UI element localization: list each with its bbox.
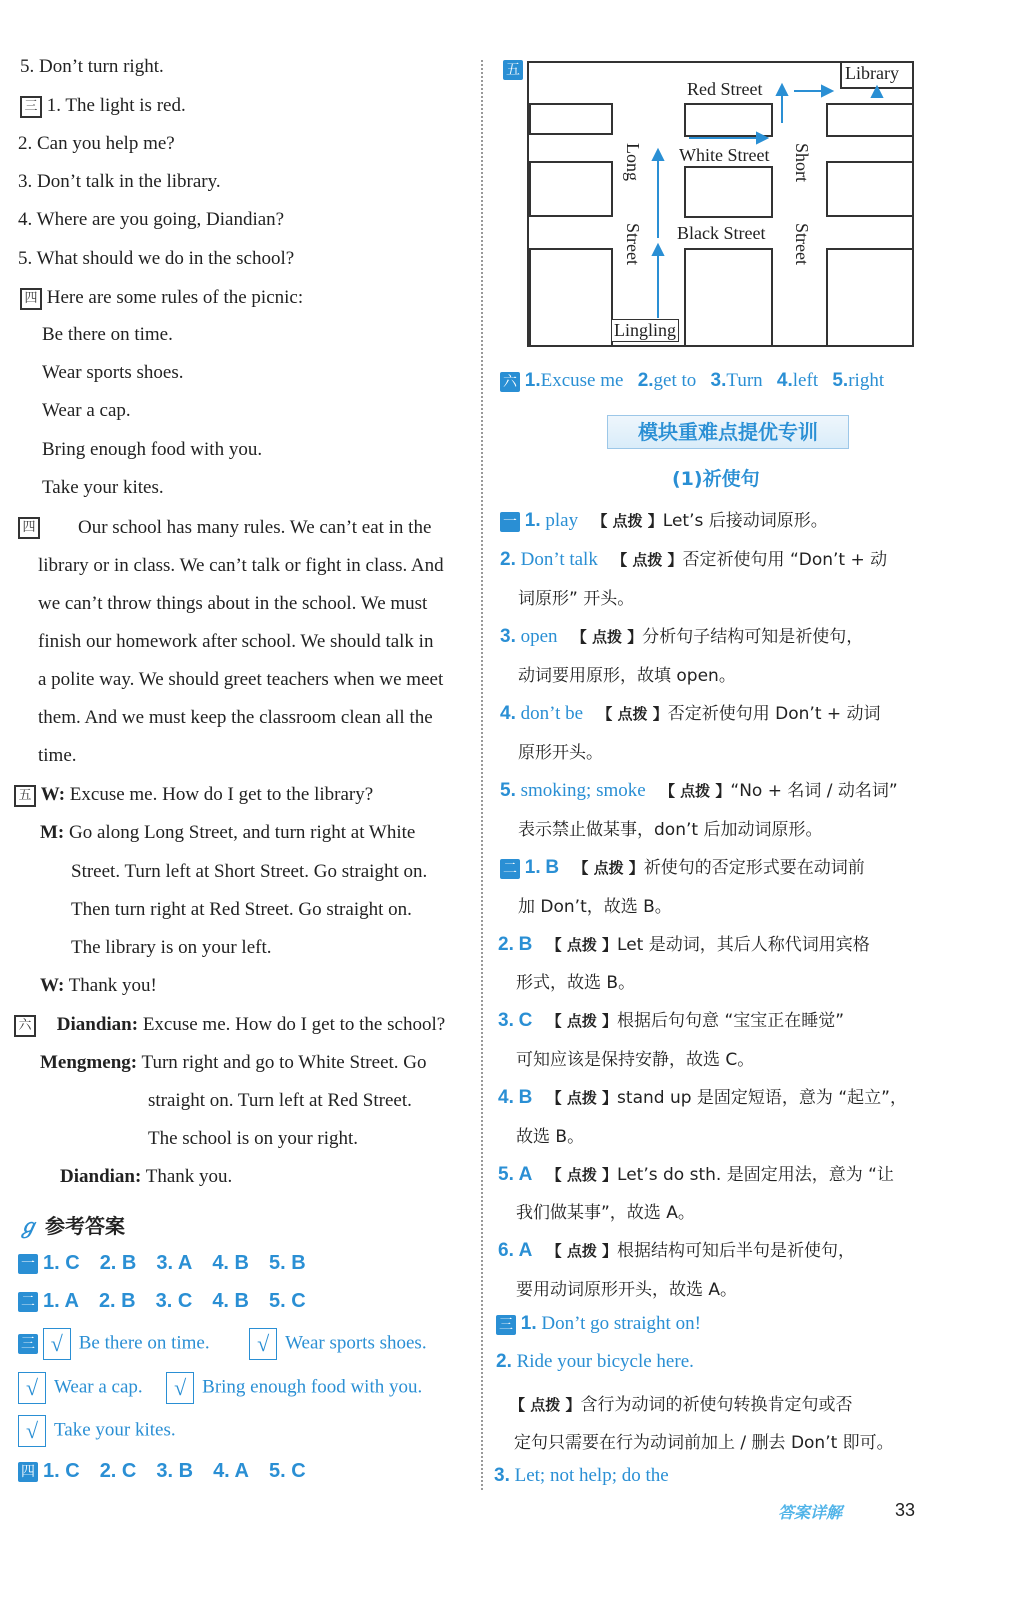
section-san [20,95,186,118]
answer-line: 2. Can you help me? [18,133,175,154]
red-street-label: Red Street [687,79,763,99]
answer: 1. C [43,1252,80,1274]
ref-row [18,1290,306,1313]
section-badge: 二 [18,1292,38,1312]
answer: Don’t go straight on! [541,1313,701,1334]
section-badge: 一 [500,512,520,532]
answer: A [518,1164,533,1185]
speaker: Mengmeng: [40,1052,138,1073]
explain-line: 2. B 【 点拨 】Let 是动词，其后人称代词用宾格 [498,934,870,955]
section-title: 模块重难点提优专训 [607,415,849,449]
answer-line: 5. Don’t turn right. [20,56,164,77]
tip-tag: 【 点拨 】 [597,705,668,723]
column-divider [481,60,483,1490]
ref-icon: ℊ [18,1214,38,1238]
explain-line: 5. A 【 点拨 】Let’s do sth. 是固定用法，意为 “让 [498,1164,894,1185]
dialogue-line: Street. Turn left at Short Street. Go straight on. [71,861,428,882]
explain-line: 2. Don’t talk 【 点拨 】否定祈使句用 “Don’t + 动 [500,549,888,570]
white-street-label: White Street [679,145,770,165]
passage-line: time. [38,745,77,766]
explain-cont: 表示禁止做某事，don’t 后加动词原形。 [518,820,823,840]
explain-line: 2. Ride your bicycle here. [496,1351,694,1372]
dialogue-line [14,784,373,807]
speaker: M: [40,822,65,843]
explain-cont: 我们做某事”，故选 A。 [516,1203,695,1223]
explain-line: 4. B 【 点拨 】stand up 是固定短语，意为 “起立”， [498,1087,907,1108]
explain-line: 3. Let; not help; do the [494,1465,669,1486]
answer: Excuse me [540,370,624,391]
answer: right [848,370,885,391]
check-mark-icon: √ [18,1372,46,1404]
answer: C [518,1010,533,1031]
short-label: Short [792,143,812,183]
dialogue-line [40,975,157,997]
dialogue-text: Excuse me. How do I get to the school? [142,1014,446,1035]
answer-line: 5. What should we do in the school? [18,248,295,269]
section-badge: 六 [500,372,520,392]
section-badge: 三 [496,1315,516,1335]
explain-line: 二 1. B 【 点拨 】祈使句的否定形式要在动词前 [500,853,865,879]
answer: 1. C [43,1460,80,1482]
explain-line: 【 点拨 】含行为动词的祈使句转换肯定句或否 [510,1395,853,1415]
speaker: Diandian: [60,1166,142,1187]
check-row [18,1415,176,1447]
answer: 4. B [212,1290,249,1312]
answer: 5. C [269,1290,306,1312]
tip-tag: 【 点拨 】 [510,1396,581,1414]
black-street-label: Black Street [677,223,766,243]
explain-line: 6. A 【 点拨 】根据结构可知后半句是祈使句， [498,1240,856,1261]
tip-tag: 【 点拨 】 [571,628,643,646]
answer: 3. B [156,1460,194,1482]
check-mark-icon: √ [18,1415,46,1447]
section-rules [20,287,303,310]
answer: 2. C [99,1460,137,1482]
check-item: Wear a cap. [54,1376,143,1398]
answer: Let; not help; do the [514,1465,669,1486]
explain-line: 3. C 【 点拨 】根据后句句意 “宝宝正在睡觉” [498,1010,845,1031]
ref-answers-title: ℊ 参考答案 [18,1214,125,1238]
tip-tag: 【 点拨 】 [546,936,618,954]
explain-line: 5. smoking; smoke 【 点拨 】“No + 名词 / 动名词” [500,780,898,801]
speaker: W: [40,784,66,805]
section-badge: 三 [18,1334,38,1354]
passage-line: Our school has many rules. We can’t eat in the [78,517,432,538]
passage-line: we can’t throw things about in the school. We must [38,593,428,614]
check-item: Be there on time. [78,1332,210,1354]
tip-tag: 【 点拨 】 [546,1089,618,1107]
tip-tag: 【 点拨 】 [546,1166,618,1184]
answer: play [545,510,579,531]
explain-line: 3. open 【 点拨 】分析句子结构可知是祈使句， [500,626,864,647]
answer: A [518,1240,533,1261]
section-badge: 四 [18,517,40,539]
tip-tag: 【 点拨 】 [612,551,683,569]
section-badge: 五 [503,60,523,80]
answer: Ride your bicycle here. [516,1351,694,1372]
passage-line: a polite way. We should greet teachers when we meet [38,669,444,690]
dialogue-line: The school is on your right. [148,1128,359,1149]
dialogue-line [14,1014,445,1037]
section-badge: 一 [18,1254,38,1274]
check-row [18,1328,427,1360]
dialogue-line [60,1166,232,1188]
answer-num: 4. [776,370,793,391]
answer: get to [653,370,697,391]
answer: 3. C [155,1290,193,1312]
section-badge: 三 [20,96,42,118]
check-mark-icon: √ [166,1372,194,1404]
sub-title: (1)祈使句 [672,468,760,490]
answer-line: 1. The light is red. [46,95,186,116]
dialogue-text: Turn right and go to White Street. Go [141,1052,427,1073]
answer: 5. C [269,1460,306,1482]
explain-cont: 原形开头。 [518,743,603,763]
dialogue-line [40,822,415,844]
explain-cont: 动词要用原形，故填 open。 [518,666,736,686]
answer: 4. A [213,1460,249,1482]
rule-item: Take your kites. [42,477,164,498]
explain-cont: 定句只需要在行为动词前加上 / 删去 Don’t 即可。 [514,1433,894,1453]
answer: 2. B [99,1252,137,1274]
section-badge: 四 [20,288,42,310]
ref-row [18,1252,306,1275]
check-item: Bring enough food with you. [202,1376,423,1398]
explain-line: 三 1. Don’t go straight on! [496,1313,701,1335]
section-badge: 四 [18,1462,38,1482]
explain-cont: 形式，故选 B。 [516,973,636,993]
explain-cont: 词原形” 开头。 [518,589,635,609]
passage-line: them. And we must keep the classroom clean all the [38,707,433,728]
speaker: Diandian: [56,1014,139,1035]
tip-tag: 【 点拨 】 [573,859,644,877]
check-item: Wear sports shoes. [285,1332,427,1354]
ref-row [18,1460,306,1483]
answer-num: 3. [710,370,727,391]
short-street-label: Street [792,223,812,265]
check-mark-icon: √ [249,1328,277,1360]
dialogue-line: straight on. Turn left at Red Street. [148,1090,412,1111]
tip-tag: 【 点拨 】 [659,782,731,800]
lingling-label: Lingling [611,319,679,342]
dialogue-line: The library is on your left. [71,937,272,958]
answer: 2. B [98,1290,136,1312]
page-number: 33 [895,1500,916,1520]
answer: Turn [726,370,763,391]
answer: 3. A [156,1252,193,1274]
answer-line: 4. Where are you going, Diandian? [18,209,285,230]
explain-cont: 故选 B。 [516,1127,585,1147]
tip-tag: 【 点拨 】 [546,1012,618,1030]
answer-num: 2. [637,370,654,391]
dialogue-text: Excuse me. How do I get to the library? [69,784,374,805]
answer: left [792,370,819,391]
route-arrows [529,63,912,345]
speaker: W: [40,975,65,996]
answer-line: 3. Don’t talk in the library. [18,171,221,192]
rule-item: Wear sports shoes. [42,362,184,383]
check-mark-icon: √ [43,1328,71,1360]
section-badge: 五 [14,785,36,807]
explain-cont: 可知应该是保持安静，故选 C。 [516,1050,755,1070]
answer: don’t be [520,703,584,724]
street-map [527,61,914,347]
passage-line: finish our homework after school. We should talk in [38,631,434,652]
answer: B [518,934,533,955]
passage-line: library or in class. We can’t talk or fight in class. And [38,555,444,576]
answer: 4. B [212,1252,249,1274]
rules-intro: Here are some rules of the picnic: [46,287,304,308]
section-badge: 二 [500,859,520,879]
rule-item: Wear a cap. [42,400,131,421]
dialogue-line [40,1052,427,1074]
dialogue-line: Then turn right at Red Street. Go straight on. [71,899,412,920]
check-row [18,1372,422,1404]
dialogue-text: Go along Long Street, and turn right at White [69,822,416,843]
library-label: Library [845,63,899,83]
answer: B [518,1087,533,1108]
explain-line: 一 1. play 【 点拨 】Let’s 后接动词原形。 [500,506,828,532]
answer-num: 5. [832,370,849,391]
explain-cont: 要用动词原形开头，故选 A。 [516,1280,738,1300]
tip-tag: 【 点拨 】 [592,512,663,530]
answer: Don’t talk [520,549,598,570]
explain-cont: 加 Don’t，故选 B。 [518,897,672,917]
section-badge: 六 [14,1015,36,1037]
rule-item: Be there on time. [42,324,173,345]
dialogue-text: Thank you! [68,975,157,996]
footer-label: 答案详解 [778,1503,843,1522]
long-label: Long [623,143,643,181]
answer: open [520,626,558,647]
answer: 1. A [43,1290,79,1312]
answer-num: 1. [524,370,541,391]
rule-item: Bring enough food with you. [42,439,263,460]
explain-line: 4. don’t be 【 点拨 】否定祈使句用 Don’t + 动词 [500,703,881,724]
tip-tag: 【 点拨 】 [546,1242,618,1260]
answer: 5. B [269,1252,306,1274]
map-answers [500,370,884,392]
dialogue-text: Thank you. [145,1166,233,1187]
answer: smoking; smoke [520,780,646,801]
answer: B [545,857,560,878]
long-street-label: Street [623,223,643,265]
check-item: Take your kites. [54,1419,176,1441]
